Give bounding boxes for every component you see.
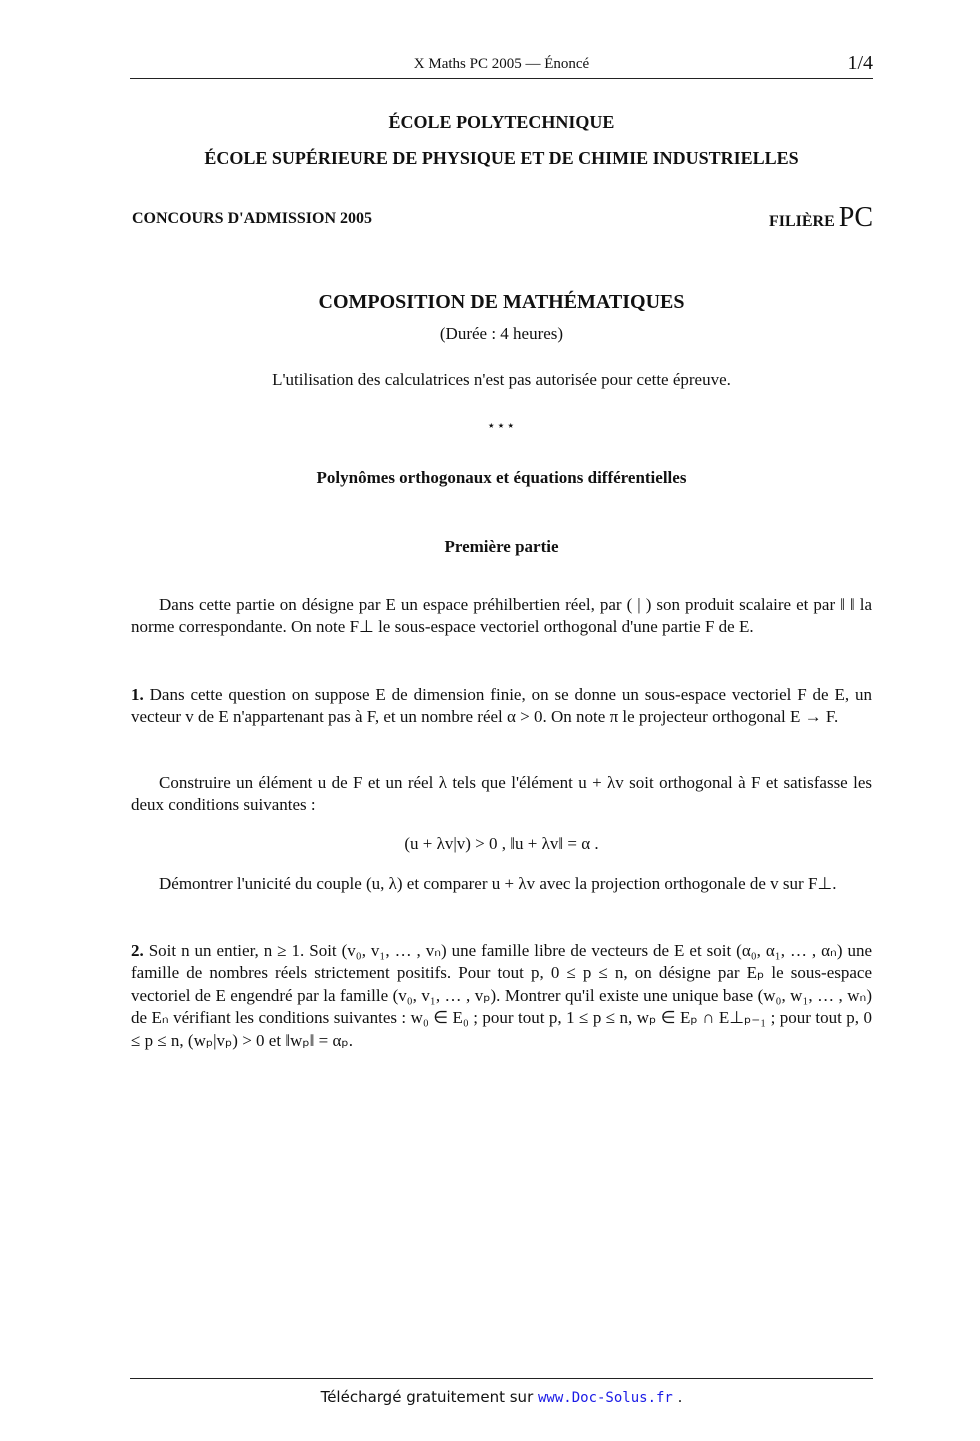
- footer-suffix: .: [672, 1388, 683, 1406]
- school-name-1: ÉCOLE POLYTECHNIQUE: [388, 112, 615, 132]
- filiere-code: PC: [838, 202, 873, 233]
- duration: (Durée : 4 heures): [439, 324, 564, 343]
- concours-row: [132, 202, 873, 234]
- question-2: [131, 940, 872, 1052]
- intro-paragraph: Dans cette partie on désigne par E un espace préhilbertien réel, par ( | ) son produit scalaire et par ‖ ‖ la norme correspondante. On note F⊥ le sous-espace vectoriel orthogonal d'une partie F de E.: [131, 595, 872, 637]
- question-1-text: Dans cette question on suppose E de dimension finie, on se donne un sous-espace vectoriel F de E, un vecteur v de E n'appartenant pas à F, et un nombre réel α > 0. On note π le projecteur orthogonal E → F.: [131, 685, 872, 727]
- footer-rule: [130, 1378, 873, 1379]
- page-number: 1/4: [847, 52, 873, 74]
- question-1: [131, 684, 872, 729]
- composition-title: COMPOSITION DE MATHÉMATIQUES: [318, 291, 685, 313]
- footer-link[interactable]: www.Doc-Solus.fr: [538, 1390, 673, 1406]
- question-2-number: 2.: [131, 941, 144, 960]
- display-equation: (u + λv|v) > 0 , ‖u + λv‖ = α .: [404, 834, 599, 853]
- running-title: X Maths PC 2005 — Énoncé: [413, 56, 590, 72]
- calculator-note: L'utilisation des calculatrices n'est pas autorisée pour cette épreuve.: [272, 370, 731, 389]
- question-1-number: 1.: [131, 685, 144, 704]
- filiere: [769, 202, 873, 234]
- running-header: [130, 54, 873, 79]
- question-1-construct: Construire un élément u de F et un réel λ tels que l'élément u + λv soit orthogonal à F et satisfasse les deux conditions suivantes :: [131, 773, 872, 815]
- part-title: Première partie: [444, 537, 559, 556]
- subject-title: Polynômes orthogonaux et équations différentielles: [316, 468, 687, 487]
- footer-prefix: Téléchargé gratuitement sur: [320, 1388, 538, 1406]
- concours-label: CONCOURS D'ADMISSION 2005: [132, 210, 373, 227]
- question-1-unicity: Démontrer l'unicité du couple (u, λ) et comparer u + λv avec la projection orthogonale de v sur F⊥.: [159, 874, 837, 893]
- footer: [130, 1388, 873, 1406]
- filiere-label: FILIÈRE: [768, 213, 835, 230]
- stars-separator: ⋆⋆⋆: [486, 418, 517, 434]
- school-name-2: ÉCOLE SUPÉRIEURE DE PHYSIQUE ET DE CHIMIE INDUSTRIELLES: [204, 148, 799, 168]
- question-2-text: Soit n un entier, n ≥ 1. Soit (v₀, v₁, … , vₙ) une famille libre de vecteurs de E et soit (α₀, α₁, … , αₙ) une famille de nombres réels strictement positifs. Pour tout p, 0 ≤ p ≤ n, on désigne par Eₚ le sous-espace vectoriel de E engendré par la famille (v₀, v₁, … , vₚ). Montrer qu'il existe une unique base (w₀, w₁, … , wₙ) de Eₙ vérifiant les conditions suivantes : w₀ ∈ E₀ ; pour tout p, 1 ≤ p ≤ n, wₚ ∈ Eₚ ∩ E⊥ₚ₋₁ ; pour tout p, 0 ≤ p ≤ n, (wₚ|vₚ) > 0 et ‖wₚ‖ = αₚ.: [131, 941, 872, 1050]
